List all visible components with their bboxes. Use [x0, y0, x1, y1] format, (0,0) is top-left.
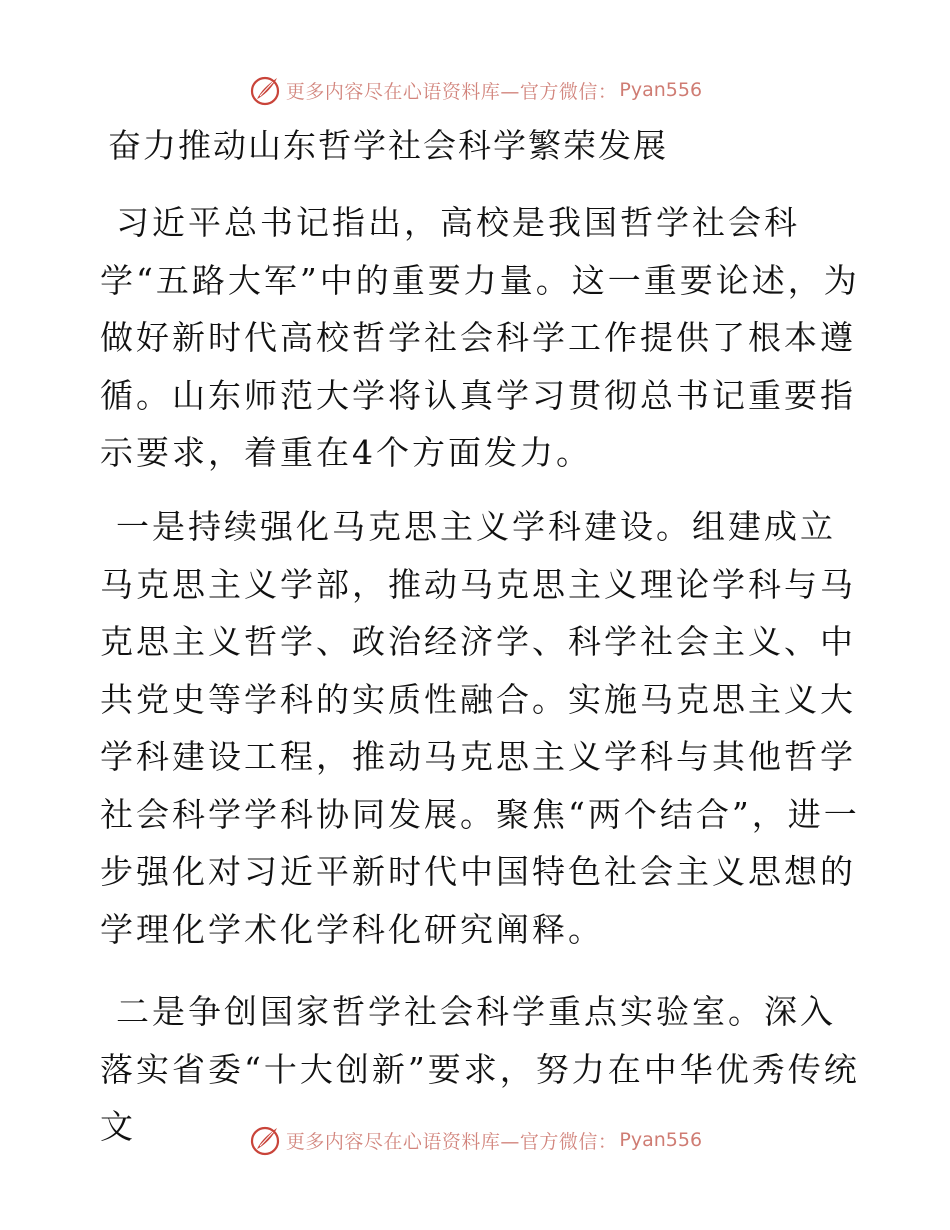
- quill-pen-logo-icon: [248, 73, 282, 107]
- paragraph-point-one: 一是持续强化马克思主义学科建设。组建成立马克思主义学部，推动马克思主义理论学科与马克思主义哲学、政治经济学、科学社会主义、中共党史等学科的实质性融合。实施马克思主义大学科建设工程，推动马克思主义学科与其他哲学社会科学学科协同发展。聚焦“两个结合”，进一步强化对习近平新时代中国特色社会主义思想的学理化学术化学科化研究阐释。: [100, 507, 860, 949]
- watermark-wechat-id: Pyan556: [619, 1129, 703, 1151]
- watermark-text: 更多内容尽在心语资料库—官方微信：: [285, 80, 618, 103]
- paragraph-intro: 习近平总书记指出，高校是我国哲学社会科学“五路大军”中的重要力量。这一重要论述，为做好新时代高校哲学社会科学工作提供了根本遵循。山东师范大学将认真学习贯彻总书记重要指示要求，着重在4个方面发力。: [100, 203, 860, 472]
- document-title: 奋力推动山东哲学社会科学繁荣发展: [108, 126, 668, 165]
- header-watermark: [0, 70, 950, 110]
- watermark-wechat-id: Pyan556: [619, 79, 703, 101]
- watermark-text: 更多内容尽在心语资料库—官方微信：: [285, 1130, 618, 1153]
- footer-watermark: [0, 1120, 950, 1160]
- quill-pen-logo-icon: [248, 1123, 282, 1157]
- paragraph-point-two: 二是争创国家哲学社会科学重点实验室。深入落实省委“十大创新”要求，努力在中华优秀传统文: [100, 992, 860, 1146]
